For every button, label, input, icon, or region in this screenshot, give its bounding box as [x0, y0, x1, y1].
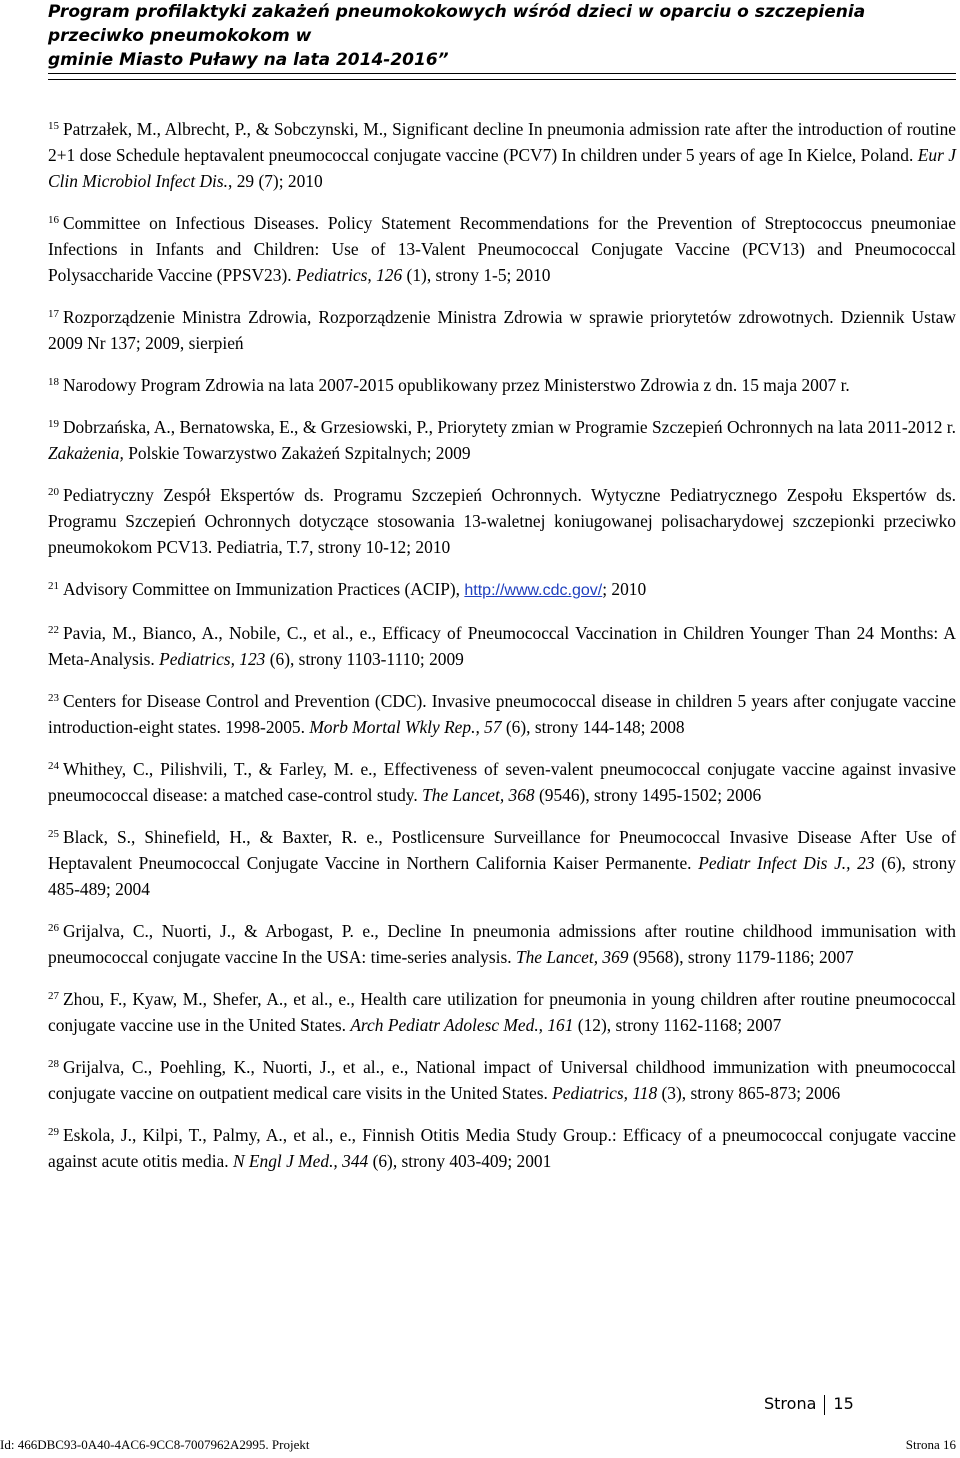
reference-number: 23 [48, 692, 59, 704]
reference-text: (3), strony 865-873; 2006 [657, 1083, 841, 1103]
reference-number: 17 [48, 308, 59, 320]
reference-text: (6), strony 1103-1110; 2009 [265, 649, 464, 669]
reference-text: Narodowy Program Zdrowia na lata 2007-2015 opublikowany przez Ministerstwo Zdrowia z dn. 15 maja 2007 r. [63, 375, 850, 395]
reference-text: Advisory Committee on Immunization Practices (ACIP), [63, 579, 465, 599]
reference-text: Rozporządzenie Ministra Zdrowia, Rozporządzenie Ministra Zdrowia w sprawie priorytetów zdrowotnych. Dziennik Ustaw 2009 Nr 137; 2009, sierpień [48, 307, 956, 353]
reference-text: Whithey, C., Pilishvili, T., & Farley, M. e., Effectiveness of seven-valent pneumococcal conjugate vaccine against invasive pneumococcal disease: a matched case-control study. [48, 759, 956, 805]
reference-list [48, 116, 956, 1190]
page-number: 15 [833, 1394, 854, 1413]
reference-item [48, 414, 956, 466]
reference-item [48, 1122, 956, 1174]
reference-number: 28 [48, 1058, 59, 1070]
header-title-line-1: Program profilaktyki zakażeń pneumokokowych wśród dzieci w oparciu o szczepienia przeciwko pneumokokom w [48, 2, 866, 46]
reference-item [48, 304, 956, 356]
reference-text: (6), strony 144-148; 2008 [501, 717, 685, 737]
reference-item [48, 918, 956, 970]
reference-item [48, 210, 956, 288]
reference-item [48, 116, 956, 194]
reference-text: , 29 (7); 2010 [228, 171, 323, 191]
reference-journal: The Lancet, 368 [422, 785, 535, 805]
reference-number: 16 [48, 214, 59, 226]
reference-link[interactable]: http://www.cdc.gov/ [464, 582, 603, 599]
reference-text: (6), strony 403-409; 2001 [368, 1151, 552, 1171]
reference-text: Eskola, J., Kilpi, T., Palmy, A., et al., e., Finnish Otitis Media Study Group.: Efficacy of a pneumococcal conjugate vaccine against acute otitis media. [48, 1125, 956, 1171]
reference-text: Zhou, F., Kyaw, M., Shefer, A., et al., e., Health care utilization for pneumonia in young children after routine pneumococcal conjugate vaccine use in the United States. [48, 989, 956, 1035]
reference-item [48, 482, 956, 560]
reference-item [48, 824, 956, 902]
reference-text: (6), strony 485-489; 2004 [48, 853, 956, 899]
reference-item [48, 372, 956, 398]
reference-item [48, 986, 956, 1038]
reference-journal: The Lancet, 369 [515, 947, 629, 967]
header-rule-bottom [48, 79, 956, 80]
reference-number: 24 [48, 760, 59, 772]
reference-number: 20 [48, 486, 59, 498]
reference-item [48, 1054, 956, 1106]
reference-number: 19 [48, 418, 59, 430]
reference-number: 26 [48, 922, 59, 934]
reference-journal: Pediatrics, 118 [552, 1083, 658, 1103]
reference-text: Black, S., Shinefield, H., & Baxter, R. e., Postlicensure Surveillance for Pneumococcal Invasive Disease After Use of Heptavalent Pneumococcal Conjugate Vaccine in Northern California Kaiser Permanente. [48, 827, 956, 873]
reference-journal: Eur J Clin Microbiol Infect Dis. [48, 145, 956, 191]
header-rule-top [48, 73, 956, 74]
reference-text: Pediatryczny Zespół Ekspertów ds. Programu Szczepień Ochronnych. Wytyczne Pediatrycznego Zespołu Ekspertów ds. Programu Szczepień Ochronnych dotyczące stosowania 13-waletnej koniugowanej polisacharydowej szczepionki przeciwko pneumokokom PCV13. Pediatria, T.7, strony 10-12; 2010 [48, 485, 956, 557]
reference-item [48, 688, 956, 740]
reference-journal: Pediatrics, 123 [159, 649, 266, 669]
reference-journal: Arch Pediatr Adolesc Med., 161 [350, 1015, 574, 1035]
document-id: Id: 466DBC93-0A40-4AC6-9CC8-7007962A2995. Projekt [0, 1437, 310, 1452]
page-header [48, 0, 948, 72]
reference-number: 18 [48, 376, 59, 388]
reference-number: 29 [48, 1126, 59, 1138]
reference-text: (9568), strony 1179-1186; 2007 [628, 947, 854, 967]
reference-number: 25 [48, 828, 59, 840]
reference-journal: Zakażenia, [48, 443, 124, 463]
reference-number: 22 [48, 624, 59, 636]
reference-item [48, 576, 956, 604]
footer-page-number: Strona 16 [905, 1437, 956, 1452]
reference-text: Dobrzańska, A., Bernatowska, E., & Grzesiowski, P., Priorytety zmian w Programie Szczepień Ochronnych na lata 2011-2012 r. [63, 417, 956, 437]
reference-journal: Morb Mortal Wkly Rep., 57 [309, 717, 502, 737]
reference-text: Polskie Towarzystwo Zakażeń Szpitalnych; 2009 [123, 443, 471, 463]
reference-item [48, 756, 956, 808]
page-separator [824, 1395, 825, 1415]
reference-number: 27 [48, 990, 59, 1002]
page-label: Strona [764, 1394, 817, 1413]
reference-text: Patrzałek, M., Albrecht, P., & Sobczynski, M., Significant decline In pneumonia admission rate after the introduction of routine 2+1 dose Schedule heptavalent pneumococcal conjugate vaccine (PCV7) In children under 5 years of age In Kielce, Poland. [48, 119, 956, 165]
reference-text: Pavia, M., Bianco, A., Nobile, C., et al., e., Efficacy of Pneumococcal Vaccination in Children Younger Than 24 Months: A Meta-Analysis. [48, 623, 956, 669]
reference-number: 15 [48, 120, 59, 132]
reference-number: 21 [48, 580, 59, 592]
reference-text: Grijalva, C., Poehling, K., Nuorti, J., et al., e., National impact of Universal childhood immunization with pneumococcal conjugate vaccine on outpatient medical care visits in the United States. [48, 1057, 956, 1103]
reference-journal: Pediatr Infect Dis J., 23 [698, 853, 875, 873]
page-number-box [764, 1389, 854, 1419]
reference-text: (1), strony 1-5; 2010 [402, 265, 551, 285]
header-title-line-2: gminie Miasto Puławy na lata 2014-2016” [48, 50, 449, 70]
reference-text: ; 2010 [602, 579, 647, 599]
reference-text: (9546), strony 1495-1502; 2006 [534, 785, 762, 805]
reference-item [48, 620, 956, 672]
reference-text: Committee on Infectious Diseases. Policy Statement Recommendations for the Prevention of Streptococcus pneumoniae Infections in Infants and Children: Use of 13-Valent Pneumococcal Conjugate Vaccine (PCV13) and Pneumococcal Polysaccharide Vaccine (PPSV23). [48, 213, 956, 285]
reference-text: (12), strony 1162-1168; 2007 [573, 1015, 782, 1035]
reference-journal: Pediatrics, 126 [295, 265, 403, 285]
reference-journal: N Engl J Med., 344 [232, 1151, 369, 1171]
reference-text: Centers for Disease Control and Prevention (CDC). Invasive pneumococcal disease in children 5 years after conjugate vaccine introduction-eight states. 1998-2005. [48, 691, 956, 737]
reference-text: Grijalva, C., Nuorti, J., & Arbogast, P. e., Decline In pneumonia admissions after routine childhood immunisation with pneumococcal conjugate vaccine In the USA: time-series analysis. [48, 921, 956, 967]
